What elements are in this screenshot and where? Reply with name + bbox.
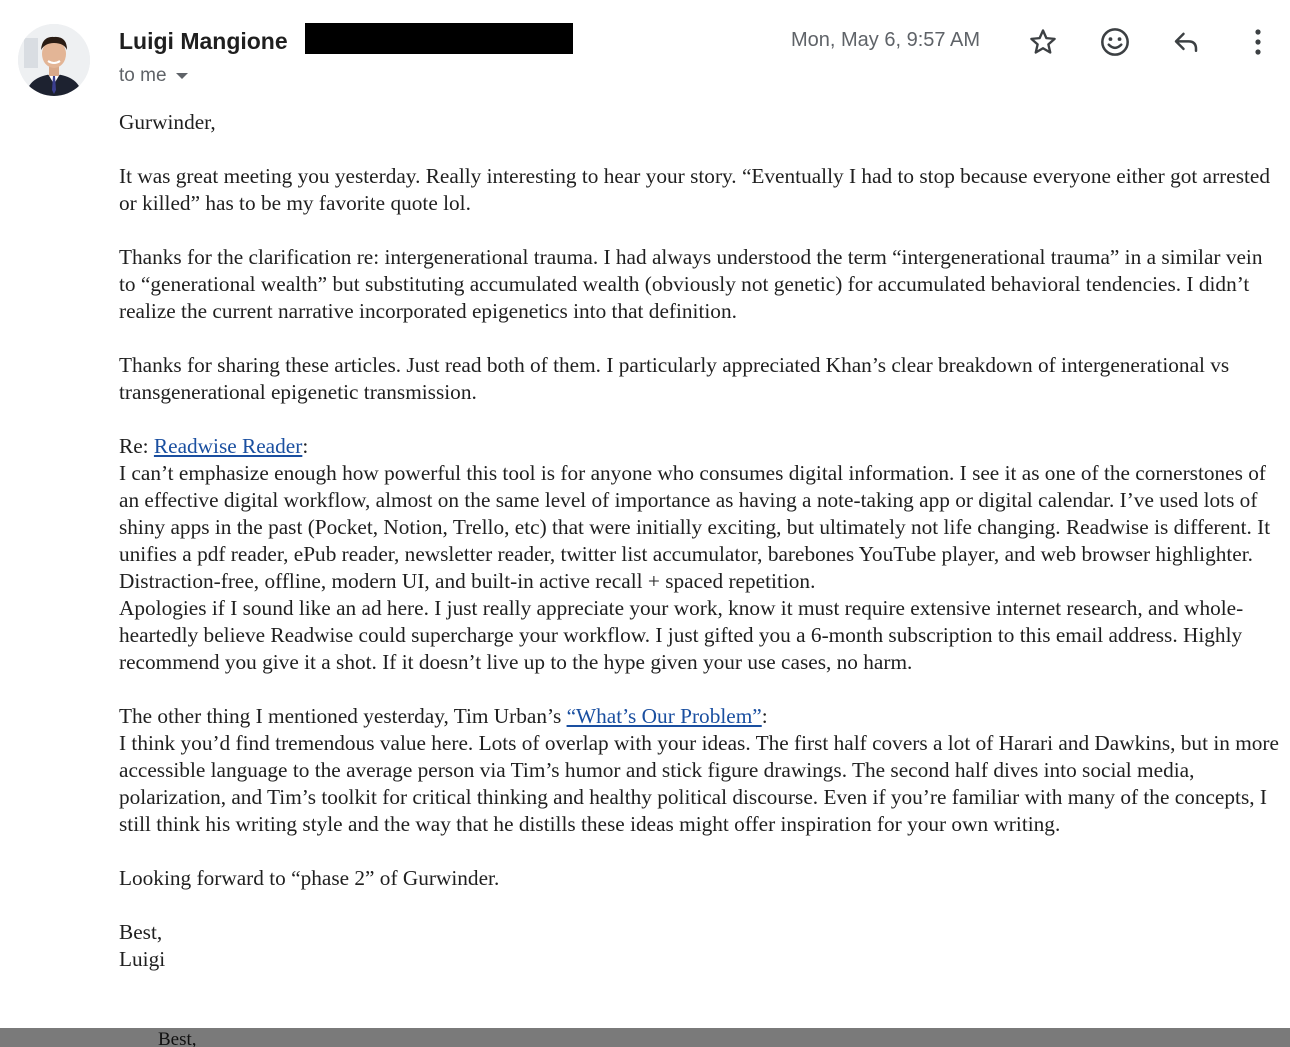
heading-prefix: Re: [119, 434, 154, 458]
star-icon [1028, 27, 1058, 57]
heading-suffix: : [761, 704, 768, 728]
recipient-details-toggle[interactable] [119, 65, 189, 87]
cropped-overlay-bar [0, 1028, 1290, 1047]
reply-icon [1171, 27, 1201, 57]
whats-our-problem-link[interactable]: “What’s Our Problem” [566, 704, 762, 728]
message-body [119, 109, 1281, 973]
more-options-button[interactable] [1240, 24, 1276, 60]
heading-suffix: : [302, 434, 309, 458]
avatar-image [18, 24, 90, 96]
caret-down-icon [175, 72, 189, 80]
body-paragraph: I can’t emphasize enough how powerful this tool is for anyone who consumes digital information. I see it as one of the cornerstones of an effective digital workflow, almost on the same level of importance as having a note-taking app or digital calendar. I’ve used lots of shiny apps in the past (Pocket, Notion, Trello, etc) that were initially exciting, but ultimately not life changing. Readwise is different. It unifies a pdf reader, ePub reader, newsletter reader, twitter list accumulator, barebones YouTube player, and web browser highlighter. Distraction-free, offline, modern UI, and built-in active recall + spaced repetition. [119, 461, 1271, 593]
readwise-heading [119, 433, 1281, 460]
cropped-text: Best, [158, 1029, 197, 1047]
body-paragraph: Thanks for the clarification re: intergenerational trauma. I had always understood the term “intergenerational trauma” in a similar vein to “generational wealth” but substituting accumulated wealth (obviously not genetic) for accumulated behavioral tendencies. I didn’t realize the current narrative incorporated epigenetics into that definition. [119, 245, 1263, 323]
heading-prefix: The other thing I mentioned yesterday, Tim Urban’s [119, 704, 567, 728]
tim-urban-heading [119, 703, 1281, 730]
recipient-label: to me [119, 65, 167, 86]
add-reaction-button[interactable] [1097, 24, 1133, 60]
sender-name[interactable]: Luigi Mangione [119, 28, 288, 54]
reply-button[interactable] [1168, 24, 1204, 60]
body-paragraph: Apologies if I sound like an ad here. I just really appreciate your work, know it must require extensive internet research, and whole-heartedly believe Readwise could supercharge your workflow. I just gifted you a 6-month subscription to this email address. Highly recommend you give it a shot. If it doesn’t live up to the hype given your use cases, no harm. [119, 596, 1244, 674]
redaction-bar [305, 23, 573, 54]
more-vert-icon [1254, 28, 1262, 56]
body-paragraph: Thanks for sharing these articles. Just read both of them. I particularly appreciated Khan’s clear breakdown of intergenerational vs transgenerational epigenetic transmission. [119, 353, 1230, 404]
body-paragraph: Looking forward to “phase 2” of Gurwinder. [119, 866, 500, 890]
star-button[interactable] [1025, 24, 1061, 60]
signature: Luigi [119, 947, 166, 971]
emoji-icon [1099, 26, 1131, 58]
body-paragraph: It was great meeting you yesterday. Really interesting to hear your story. “Eventually I had to stop because everyone either got arrested or killed” has to be my favorite quote lol. [119, 164, 1271, 215]
body-paragraph: I think you’d find tremendous value here. Lots of overlap with your ideas. The first half covers a lot of Harari and Dawkins, but in more accessible language to the average person via Tim’s humor and stick figure drawings. The second half dives into social media, polarization, and Tim’s toolkit for critical thinking and healthy political discourse. Even if you’re familiar with many of the concepts, I still think his writing style and the way that he distills these ideas might offer inspiration for your own writing. [119, 731, 1279, 836]
readwise-reader-link[interactable]: Readwise Reader [153, 434, 303, 458]
signoff: Best, [119, 920, 163, 944]
greeting: Gurwinder, [119, 110, 216, 134]
avatar[interactable] [18, 24, 90, 96]
timestamp: Mon, May 6, 9:57 AM [791, 29, 980, 51]
